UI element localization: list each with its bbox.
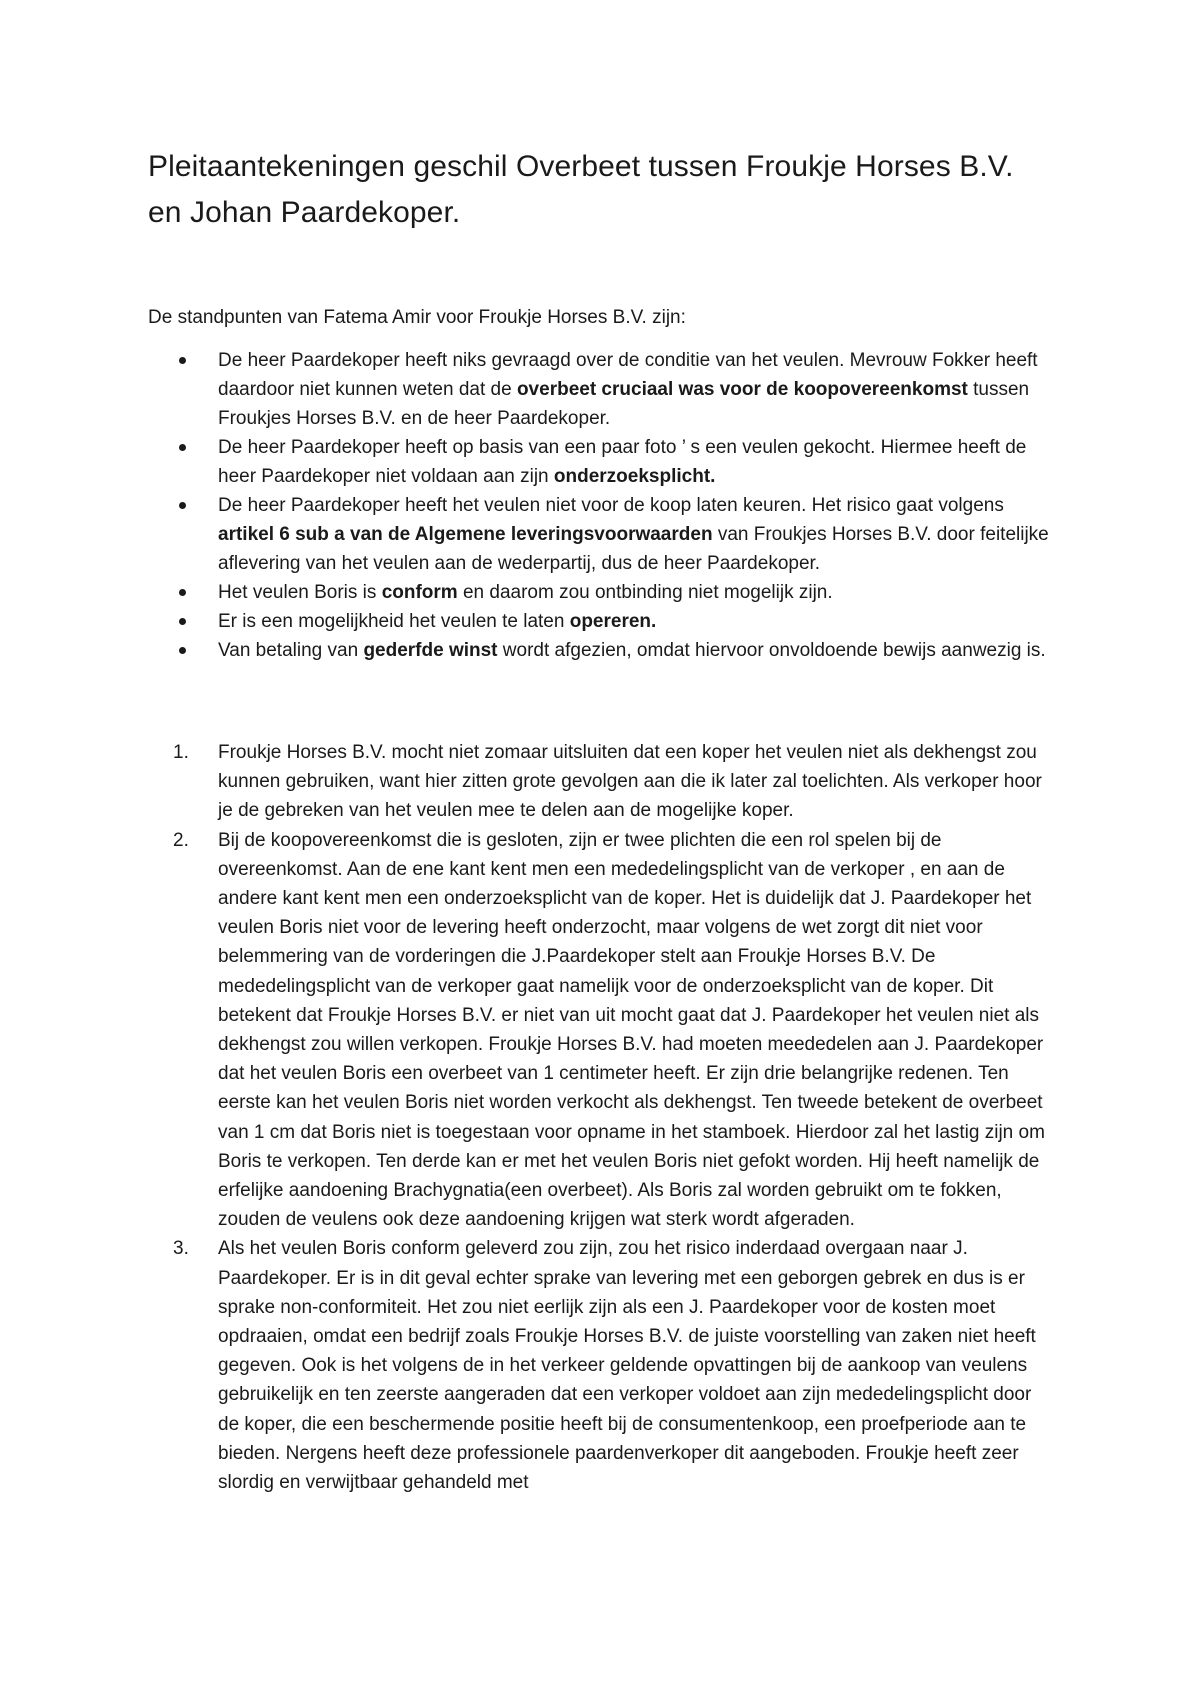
bullet-text: Van betaling van [218,640,364,661]
numbered-item [173,826,1050,1235]
bullet-item [218,491,1050,578]
item-number: 2. [173,829,189,851]
bullet-item [218,636,1050,665]
numbered-item [173,1234,1050,1497]
bullet-dot-icon [179,647,186,654]
item-text: Als het veulen Boris conform geleverd zou zijn, zou het risico inderdaad overgaan naar J. Paardekoper. Er is in dit geval echter sprake van levering met een geborgen gebrek en dus is er sprake non-conformiteit. Het zou niet eerlijk zijn als een J. Paardekoper voor de kosten moet opdraaien, omdat een bedrijf zoals Froukje Horses B.V. de juiste voorstelling van zaken niet heeft gegeven. Ook is het volgens de in het verkeer geldende opvattingen bij de aankoop van veulens gebruikelijk en ten zeerste aangeraden dat een verkoper voldoet aan zijn mededelingsplicht door de koper, die een beschermende positie heeft bij de consumentenkoop, een proefperiode aan te bieden. Nergens heeft deze professionele paardenverkoper dit aangeboden. Froukje heeft zeer slordig en verwijtbaar gehandeld met [218,1238,1036,1494]
item-text: Froukje Horses B.V. mocht niet zomaar uitsluiten dat een koper het veulen niet als dekhengst zou kunnen gebruiken, want hier zitten grote gevolgen aan die ik later zal toelichten. Als verkoper hoor je de gebreken van het veulen mee te delen aan de mogelijke koper. [218,742,1042,822]
bullet-text: De heer Paardekoper heeft het veulen niet voor de koop laten keuren. Het risico gaat volgens [218,495,1004,516]
bullet-emphasis: artikel 6 sub a van de Algemene leveringsvoorwaarden [218,524,713,545]
argument-numbered-list [148,738,1050,1497]
bullet-item [218,433,1050,491]
bullet-text: wordt afgezien, omdat hiervoor onvoldoende bewijs aanwezig is. [497,640,1046,661]
bullet-dot-icon [179,502,186,509]
bullet-text: Er is een mogelijkheid het veulen te laten [218,611,570,632]
bullet-emphasis: conform [381,582,458,603]
bullet-dot-icon [179,589,186,596]
bullet-emphasis: gederfde winst [363,640,498,661]
bullet-dot-icon [179,357,186,364]
bullet-text: tussen Froukjes Horses B.V. en de heer Paardekoper. [218,379,1030,429]
document-title: Pleitaantekeningen geschil Overbeet tussen Froukje Horses B.V. en Johan Paardekoper. [148,150,1014,229]
item-number: 1. [173,742,189,763]
bullet-text: van Froukjes Horses B.V. door feitelijke aflevering van het veulen aan de wederpartij, dus de heer Paardekoper. [218,524,1049,574]
numbered-item [173,738,1050,826]
item-text: Bij de koopovereenkomst die is gesloten, zijn er twee plichten die een rol spelen bij de overeenkomst. Aan de ene kant kent men een mededelingsplicht van de verkoper , en aan de andere kant kent men een onderzoeksplicht van de koper. Het is duidelijk dat J. Paardekoper het veulen Boris niet voor de levering heeft onderzocht, maar volgens de wet zorgt dit niet voor belemmering van de vorderingen die J.Paardekoper stelt aan Froukje Horses B.V. De mededelingsplicht van de verkoper gaat namelijk voor de onderzoeksplicht van de koper. Dit betekent dat Froukje Horses B.V. er niet van uit mocht gaat dat J. Paardekoper het veulen niet als dekhengst zou willen verkopen. Froukje Horses B.V. had moeten meededelen aan J. Paardekoper dat het veulen Boris een overbeet van 1 centimeter heeft. Er zijn drie belangrijke redenen. Ten eerste kan het veulen Boris niet worden verkocht als dekhengst. Ten tweede betekent de overbeet van 1 cm dat Boris niet is toegestaan voor opname in het stamboek. Hierdoor zal het lastig zijn om Boris te verkopen. Ten derde kan er met het veulen Boris niet gefokt worden. Hij heeft namelijk de erfelijke aandoening Brachygnatia(een overbeet). Als Boris zal worden gebruikt om te fokken, zouden de veulens ook deze aandoening krijgen wat sterk wordt afgeraden. [218,829,1045,1231]
bullet-emphasis: overbeet cruciaal was voor de koopovereenkomst [516,379,968,400]
bullet-dot-icon [179,618,186,625]
bullet-text: De heer Paardekoper heeft niks gevraagd over de conditie van het veulen. Mevrouw Fokker heeft daardoor niet kunnen weten dat de [218,350,1038,400]
bullet-text: Het veulen Boris is [218,582,382,603]
bullet-dot-icon [179,444,186,451]
bullet-text: De heer Paardekoper heeft op basis van een paar foto ’ s een veulen gekocht. Hiermee heeft de heer Paardekoper niet voldaan aan zijn [218,437,1027,487]
bullet-item [218,346,1050,433]
bullet-item [218,607,1050,636]
bullet-item [218,578,1050,607]
standpunten-bullet-list [148,346,1050,665]
intro-paragraph: De standpunten van Fatema Amir voor Froukje Horses B.V. zijn: [148,307,686,328]
bullet-emphasis: onderzoeksplicht. [553,466,716,487]
item-number: 3. [173,1238,189,1260]
bullet-emphasis: opereren. [569,611,657,632]
bullet-text: en daarom zou ontbinding niet mogelijk zijn. [457,582,833,603]
